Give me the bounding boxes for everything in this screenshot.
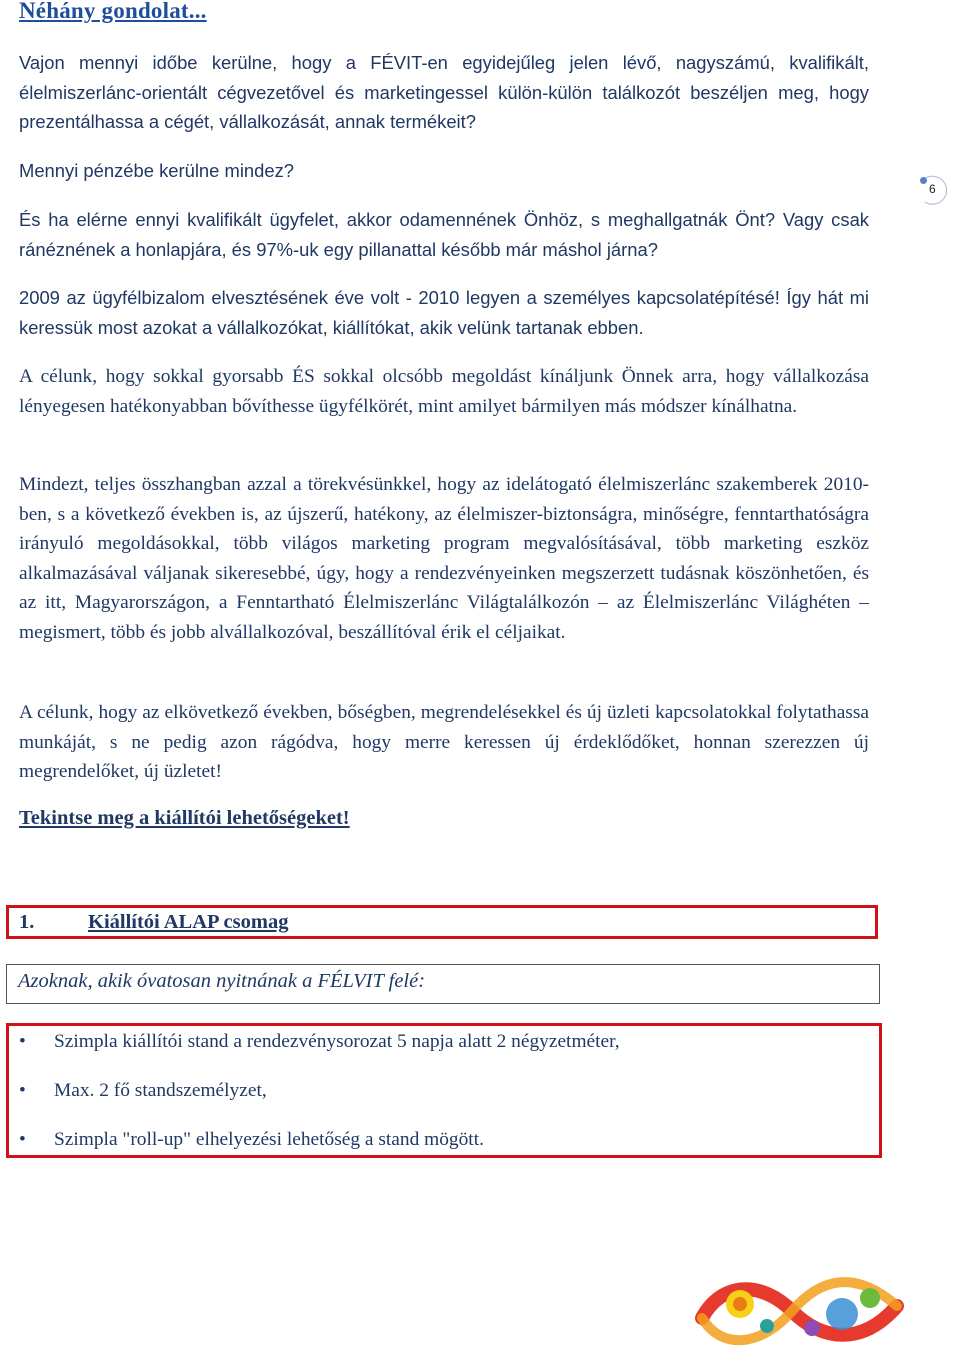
reach-paragraph: És ha elérne ennyi kvalifikált ügyfelet, akkor odamennének Önhöz, s meghallgatnák Önt? Vagy csak ránéznének a honlapjára, és 97%-uk egy pillanattal később már máshol járna? — [19, 209, 869, 260]
package-header — [6, 905, 878, 939]
list-item-text: Szimpla kiállítói stand a rendezvénysorozat 5 napja alatt 2 négyzetméter, — [54, 1031, 620, 1052]
trust-paragraph: 2009 az ügyfélbizalom elvesztésének éve volt - 2010 legyen a személyes kapcsolatépítésé! Így hát mi keressük most azokat a vállalkozókat, kiállítókat, akik velünk tartanak ebben. — [19, 287, 869, 338]
package-subtitle-box — [6, 964, 880, 1004]
intro-paragraph: Vajon mennyi időbe kerülne, hogy a FÉVIT-en egyidejűleg jelen lévő, nagyszámú, kvalifikált, élelmiszerlánc-orientált cégvezetővel és marketingessel külön-külön találkozót beszéljen meg, hogy prezentálhassa a cégét, vállalkozását, annak termékeit? — [19, 52, 869, 133]
bullet-icon: • — [19, 1031, 26, 1052]
package-number: 1. — [19, 911, 35, 933]
page-heading: Néhány gondolat... — [19, 0, 207, 23]
mission-paragraph: Mindezt, teljes összhangban azzal a törekvésünkkel, hogy az idelátogató élelmiszerlánc szakemberek 2010-ben, s a következő években is, az újszerű, hatékony, az élelmiszer-biztonságra, minőségre, fenntarthatóságra irányuló megoldásokkal, több világos marketing program megvalósításával, több marketing eszköz alkalmazásával váljanak sikeresebbé, úgy, hogy a rendezvényeinken megszerzett tudásnak köszönhetően, és az itt, Magyarországon, a Fenntartható Élelmiszerlánc Világtalálkozón – az Élelmiszerlánc Világhéten – megismert, több és jobb alvállalkozóval, beszállítóval érik el céljaikat. — [19, 474, 869, 643]
bullet-icon: • — [19, 1080, 26, 1101]
list-item-text: Szimpla "roll-up" elhelyezési lehetőség a stand mögött. — [54, 1129, 484, 1150]
package-title[interactable]: Kiállítói ALAP csomag — [88, 911, 289, 933]
future-paragraph: A célunk, hogy az elkövetkező években, bőségben, megrendelésekkel és új üzleti kapcsolatokkal folytathassa munkáját, s ne pedig azon rágódva, hogy merre keressen új érdeklődőket, honnan szerezzen új megrendelőket, új üzletet! — [19, 702, 869, 783]
page-number: 6 — [929, 182, 936, 196]
bullet-icon: • — [19, 1129, 26, 1150]
package-items-box — [6, 1023, 882, 1158]
page-number-badge — [912, 174, 952, 210]
event-logo-icon — [692, 1266, 908, 1356]
list-item-text: Max. 2 fő standszemélyzet, — [54, 1080, 267, 1101]
goal-paragraph: A célunk, hogy sokkal gyorsabb ÉS sokkal olcsóbb megoldást kínáljunk Önnek arra, hogy vállalkozása lényegesen hatékonyabban bővíthesse ügyfélkörét, mint amilyet bármilyen más módszer kínálhatna. — [19, 366, 869, 417]
page-dot-icon — [920, 177, 927, 184]
question-paragraph: Mennyi pénzébe kerülne mindez? — [19, 160, 295, 181]
package-subtitle: Azoknak, akik óvatosan nyitnának a FÉLVIT felé: — [18, 970, 426, 992]
exhibitor-options-link[interactable]: Tekintse meg a kiállítói lehetőségeket! — [19, 807, 350, 829]
